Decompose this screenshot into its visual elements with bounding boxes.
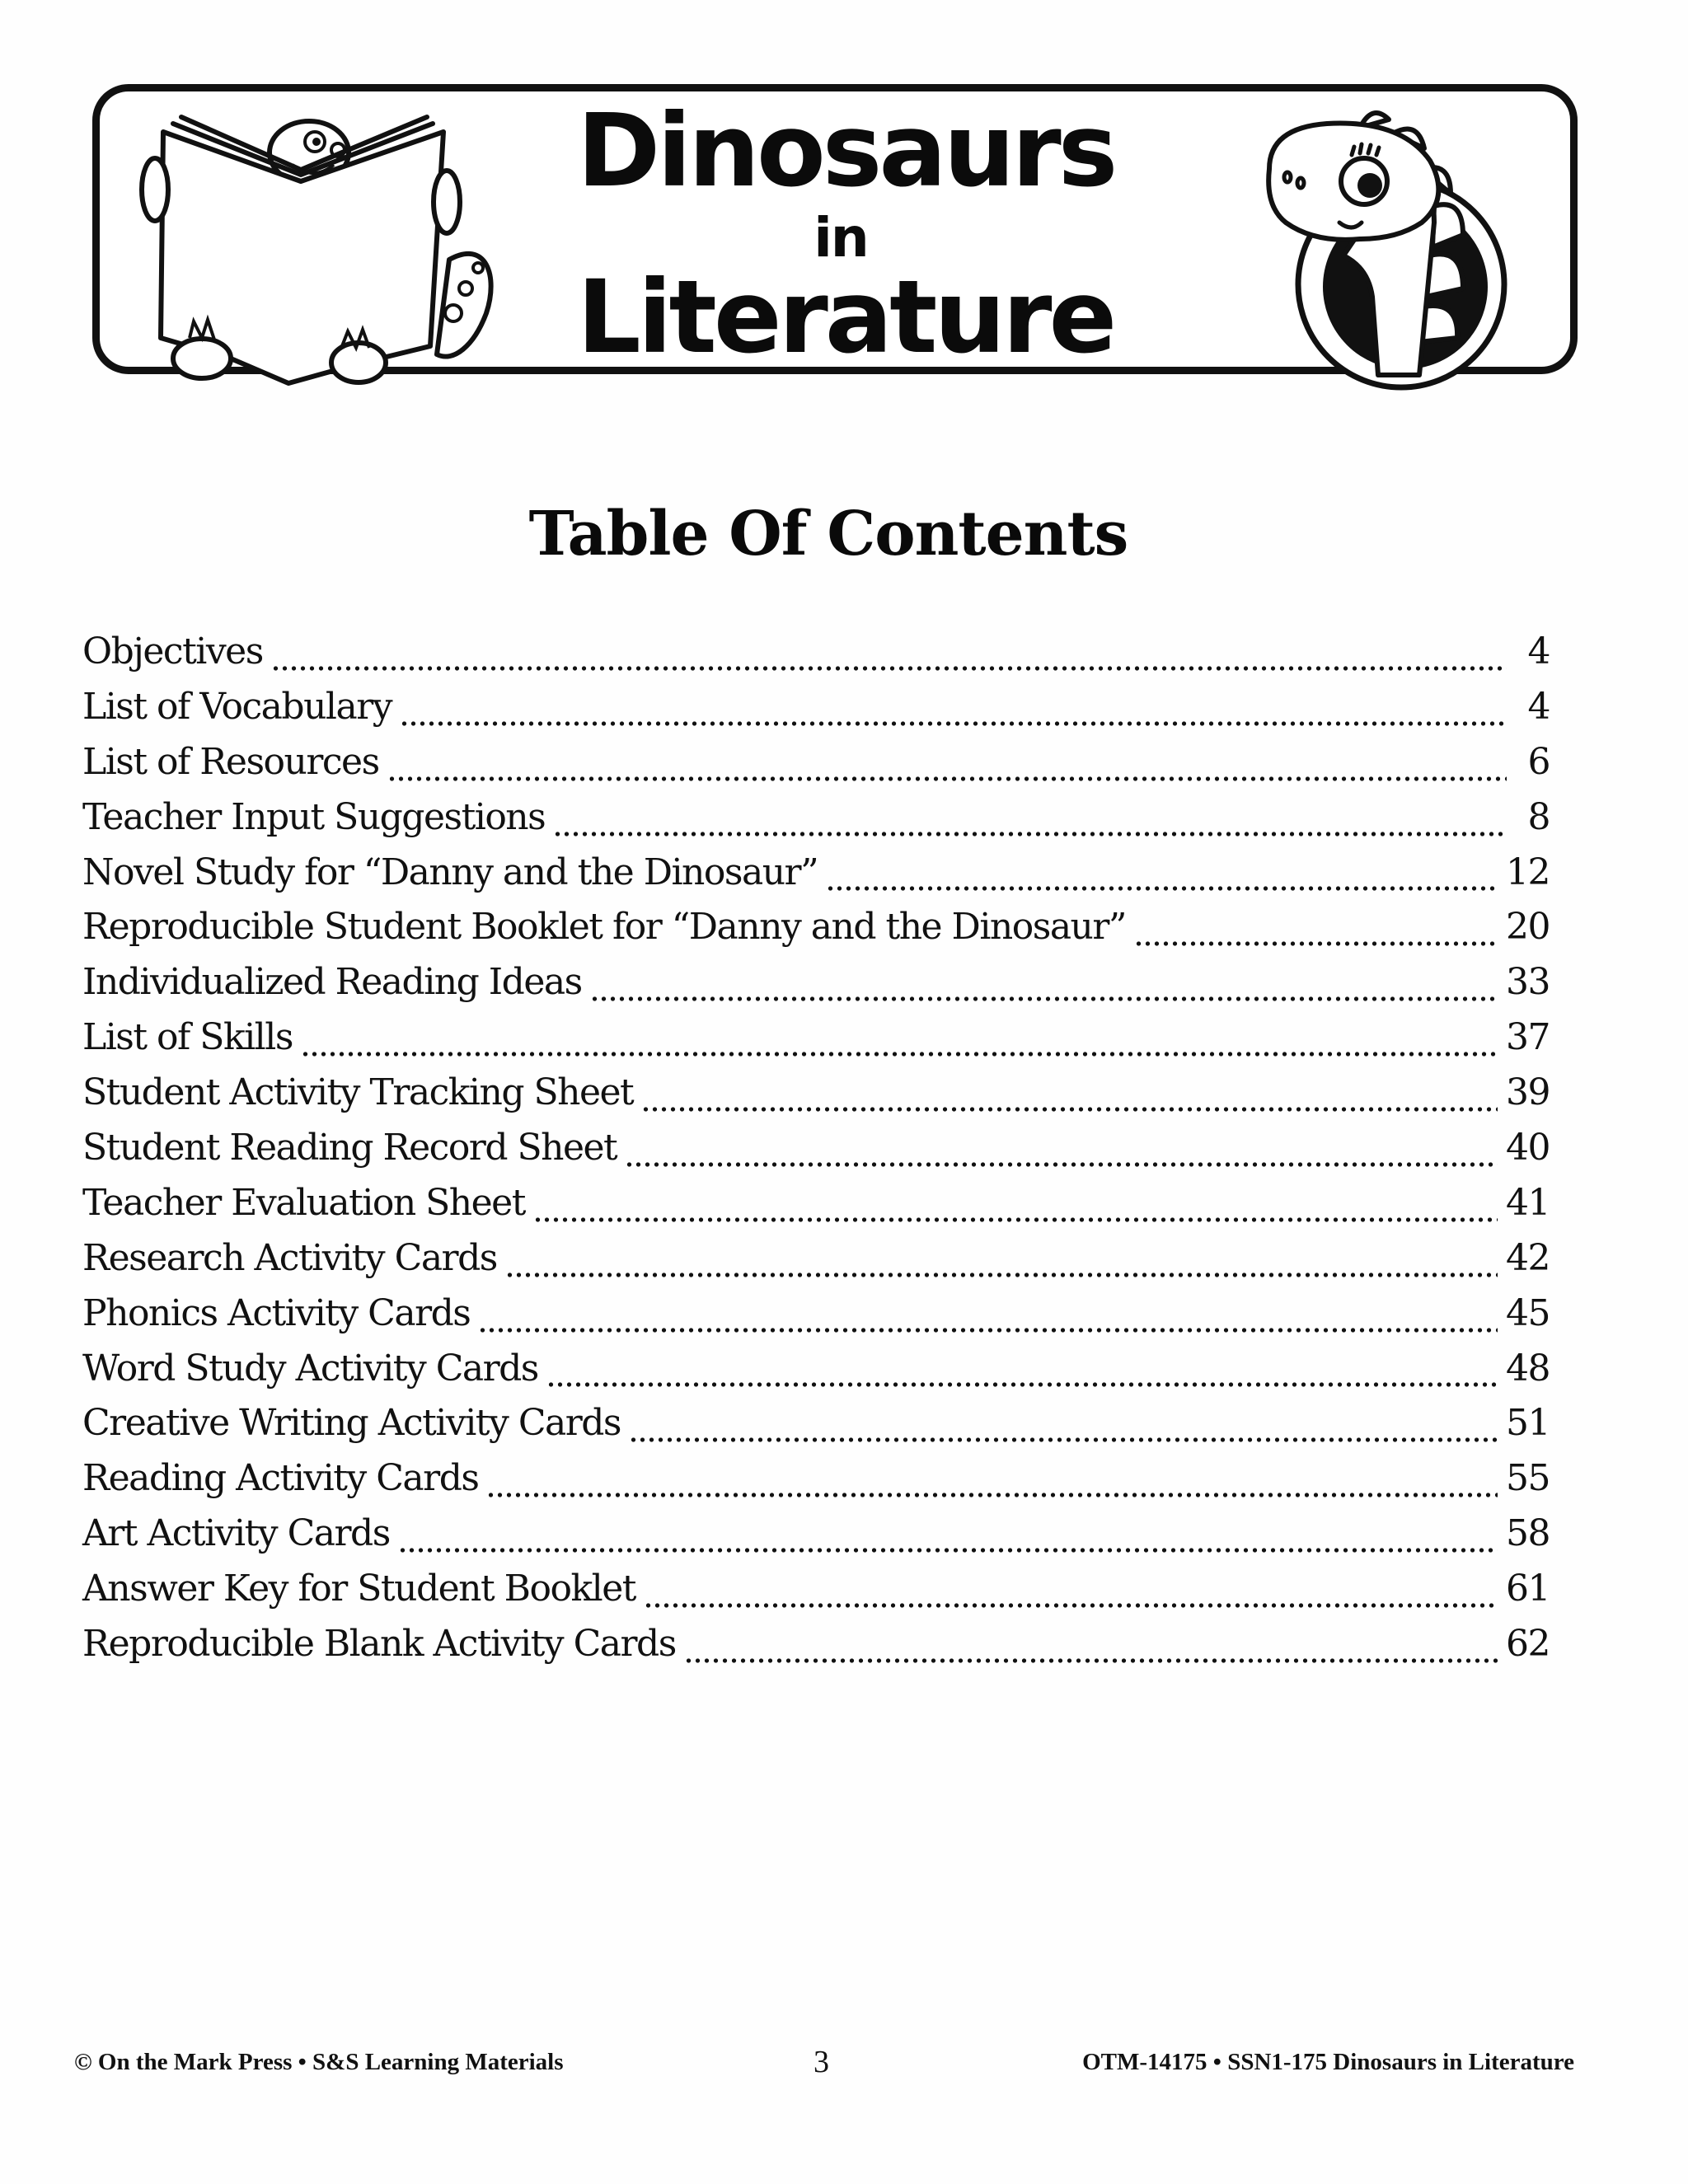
dot-leader xyxy=(505,1246,1498,1282)
page-footer xyxy=(74,2044,1574,2085)
toc-entry-answer-key[interactable] xyxy=(82,1568,1550,1623)
toc-list xyxy=(82,630,1550,1678)
toc-entry-word-study-activity-cards[interactable] xyxy=(82,1347,1550,1403)
toc-entry-page: 61 xyxy=(1506,1568,1550,1610)
toc-entry-page: 48 xyxy=(1506,1347,1550,1390)
toc-entry-page: 37 xyxy=(1506,1016,1550,1059)
dot-leader xyxy=(400,695,1507,731)
toc-entry-page: 41 xyxy=(1506,1181,1550,1224)
toc-entry-list-of-resources[interactable] xyxy=(82,741,1550,796)
toc-entry-label: Student Reading Record Sheet xyxy=(82,1127,617,1169)
toc-entry-page: 6 xyxy=(1527,740,1550,783)
toc-entry-individualized-reading-ideas[interactable] xyxy=(82,961,1550,1016)
toc-entry-label: Individualized Reading Ideas xyxy=(82,961,582,1004)
toc-entry-teacher-input-suggestions[interactable] xyxy=(82,796,1550,851)
dot-leader xyxy=(398,1521,1498,1558)
toc-entry-page: 40 xyxy=(1506,1127,1550,1169)
toc-entry-label: List of Resources xyxy=(82,740,379,783)
dot-leader xyxy=(625,1136,1498,1172)
toc-entry-teacher-evaluation-sheet[interactable] xyxy=(82,1182,1550,1237)
toc-entry-page: 62 xyxy=(1506,1623,1550,1666)
dinosaur-in-circle-icon xyxy=(1236,91,1582,404)
toc-entry-label: Phonics Activity Cards xyxy=(82,1291,471,1334)
banner-title-line3: Literature xyxy=(577,259,1114,376)
dot-leader xyxy=(553,805,1507,841)
banner-title-line1: Dinosaurs xyxy=(577,92,1115,209)
toc-entry-label: Novel Study for “Danny and the Dinosaur” xyxy=(82,851,818,893)
toc-entry-page: 33 xyxy=(1506,961,1550,1004)
toc-entry-blank-activity-cards[interactable] xyxy=(82,1623,1550,1678)
toc-entry-page: 4 xyxy=(1527,685,1550,728)
toc-entry-page: 45 xyxy=(1506,1291,1550,1334)
toc-entry-activity-tracking-sheet[interactable] xyxy=(82,1071,1550,1127)
toc-entry-label: List of Skills xyxy=(82,1016,293,1059)
toc-entry-page: 42 xyxy=(1506,1236,1550,1279)
dot-leader xyxy=(641,1080,1498,1117)
dot-leader xyxy=(826,860,1498,896)
dot-leader xyxy=(546,1356,1498,1392)
toc-entry-page: 39 xyxy=(1506,1071,1550,1114)
toc-entry-label: List of Vocabulary xyxy=(82,685,392,728)
toc-entry-page: 55 xyxy=(1506,1457,1550,1500)
toc-entry-page: 8 xyxy=(1527,795,1550,838)
footer-product-code: OTM-14175 • SSN1-175 Dinosaurs in Literature xyxy=(1082,2049,1574,2075)
toc-entry-phonics-activity-cards[interactable] xyxy=(82,1292,1550,1347)
toc-entry-reading-record-sheet[interactable] xyxy=(82,1127,1550,1182)
dot-leader xyxy=(629,1411,1498,1447)
banner-title-line2: in xyxy=(814,206,868,269)
toc-heading: Table Of Contents xyxy=(528,499,1128,569)
toc-entry-label: Teacher Input Suggestions xyxy=(82,795,546,838)
toc-entry-label: Reading Activity Cards xyxy=(82,1457,479,1500)
toc-entry-page: 4 xyxy=(1527,630,1550,673)
toc-entry-list-of-vocabulary[interactable] xyxy=(82,686,1550,741)
toc-entry-label: Objectives xyxy=(82,630,263,673)
toc-entry-objectives[interactable] xyxy=(82,630,1550,686)
dot-leader xyxy=(684,1632,1498,1668)
toc-entry-label: Reproducible Blank Activity Cards xyxy=(82,1623,676,1666)
dot-leader xyxy=(644,1577,1498,1613)
toc-entry-label: Answer Key for Student Booklet xyxy=(82,1568,635,1610)
toc-entry-page: 51 xyxy=(1506,1402,1550,1445)
dot-leader xyxy=(271,640,1507,676)
dot-leader xyxy=(590,970,1498,1006)
toc-entry-list-of-skills[interactable] xyxy=(82,1016,1550,1071)
dot-leader xyxy=(478,1301,1498,1338)
toc-entry-creative-writing-activity-cards[interactable] xyxy=(82,1402,1550,1457)
toc-entry-label: Research Activity Cards xyxy=(82,1236,497,1279)
dinosaur-reading-book-icon xyxy=(124,99,519,396)
toc-entry-label: Word Study Activity Cards xyxy=(82,1347,538,1390)
toc-entry-art-activity-cards[interactable] xyxy=(82,1512,1550,1568)
toc-entry-page: 20 xyxy=(1506,906,1550,949)
toc-entry-student-booklet[interactable] xyxy=(82,906,1550,961)
toc-entry-label: Art Activity Cards xyxy=(82,1512,390,1555)
toc-entry-page: 12 xyxy=(1506,851,1550,893)
banner-title xyxy=(577,91,1115,376)
dot-leader xyxy=(533,1191,1498,1227)
dot-leader xyxy=(1134,915,1498,951)
dot-leader xyxy=(301,1025,1498,1062)
toc-entry-label: Student Activity Tracking Sheet xyxy=(82,1071,634,1114)
toc-entry-reading-activity-cards[interactable] xyxy=(82,1457,1550,1512)
footer-publisher: © On the Mark Press • S&S Learning Materials xyxy=(74,2049,564,2075)
toc-entry-label: Reproducible Student Booklet for “Danny and the Dinosaur” xyxy=(82,906,1126,949)
dot-leader xyxy=(486,1466,1498,1502)
toc-entry-label: Teacher Evaluation Sheet xyxy=(82,1181,525,1224)
toc-entry-page: 58 xyxy=(1506,1512,1550,1555)
footer-page-number: 3 xyxy=(814,2045,829,2079)
toc-entry-novel-study[interactable] xyxy=(82,851,1550,907)
toc-entry-research-activity-cards[interactable] xyxy=(82,1237,1550,1292)
dot-leader xyxy=(387,750,1507,786)
toc-entry-label: Creative Writing Activity Cards xyxy=(82,1402,621,1445)
